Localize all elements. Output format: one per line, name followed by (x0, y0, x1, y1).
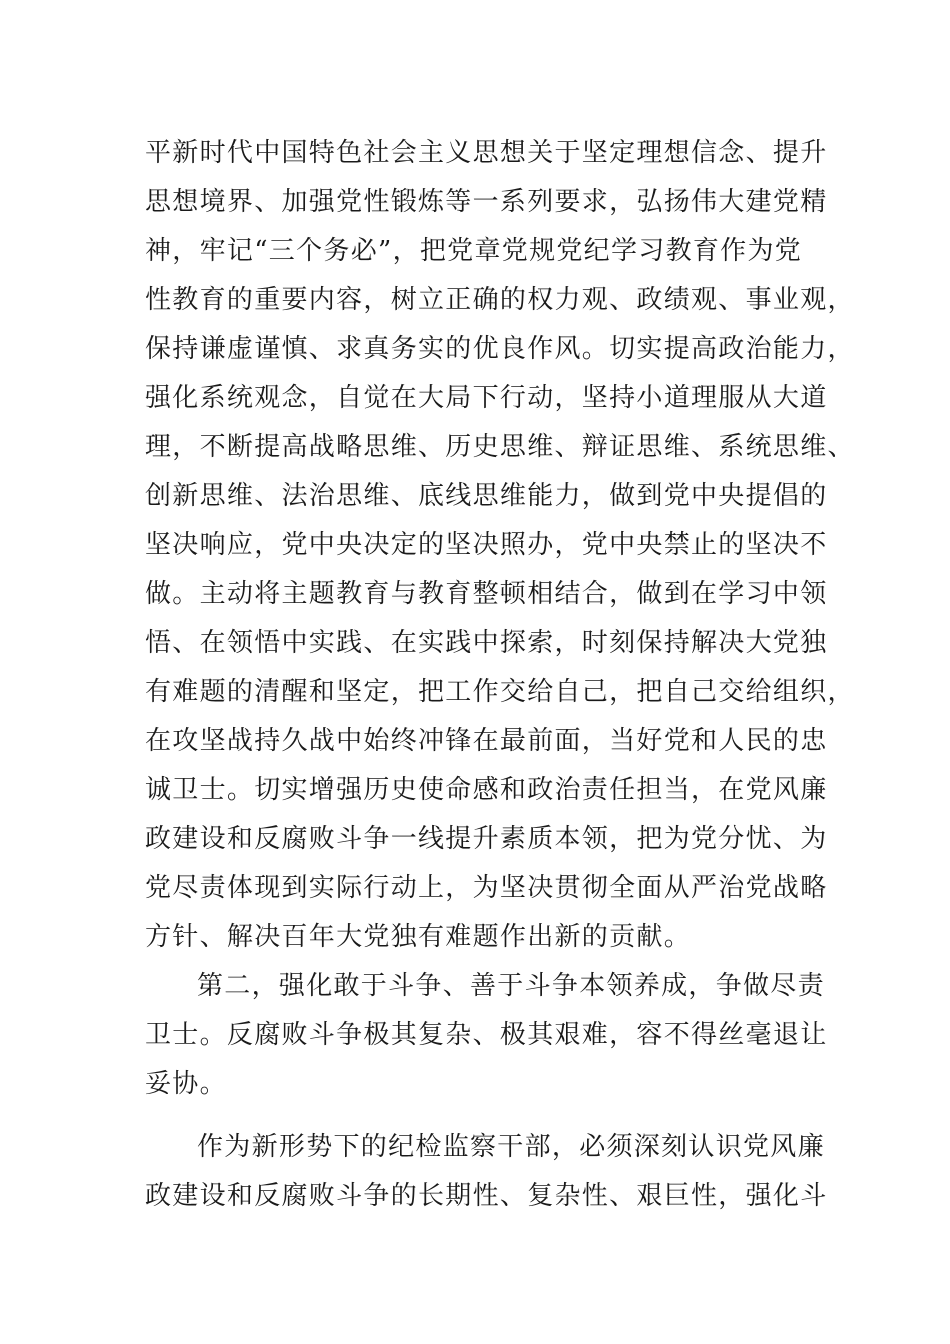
text-line: 平新时代中国特色社会主义思想关于坚定理想信念、提升 (145, 138, 828, 168)
text-line: 做。主动将主题教育与教育整顿相结合，做到在学习中领 (145, 579, 828, 609)
text-line: 卫士。反腐败斗争极其复杂、极其艰难，容不得丝毫退让 (145, 1020, 828, 1050)
text-line: 性教育的重要内容，树立正确的权力观、政绩观、事业观， (145, 285, 855, 315)
text-line: 诚卫士。切实增强历史使命感和政治责任担当，在党风廉 (145, 775, 828, 805)
text-line: 强化系统观念，自觉在大局下行动，坚持小道理服从大道 (145, 383, 828, 413)
text-line: 保持谦虚谨慎、求真务实的优良作风。切实提高政治能力， (145, 334, 855, 364)
text-line: 政建设和反腐败斗争的长期性、复杂性、艰巨性，强化斗 (145, 1181, 828, 1211)
text-line: 党尽责体现到实际行动上，为坚决贯彻全面从严治党战略 (145, 873, 828, 903)
text-line: 神，牢记“三个务必”，把党章党规党纪学习教育作为党 (145, 236, 803, 266)
text-line: 坚决响应，党中央决定的坚决照办，党中央禁止的坚决不 (145, 530, 828, 560)
text-line: 悟、在领悟中实践、在实践中探索，时刻保持解决大党独 (145, 628, 828, 658)
text-line: 政建设和反腐败斗争一线提升素质本领，把为党分忧、为 (145, 824, 828, 854)
text-line: 妥协。 (145, 1069, 227, 1099)
text-line: 有难题的清醒和坚定，把工作交给自己，把自己交给组织， (145, 677, 855, 707)
text-line: 作为新形势下的纪检监察干部，必须深刻认识党风廉 (197, 1132, 825, 1162)
text-line: 方针、解决百年大党独有难题作出新的贡献。 (145, 922, 692, 952)
text-line: 理，不断提高战略思维、历史思维、辩证思维、系统思维、 (145, 432, 855, 462)
text-line: 思想境界、加强党性锻炼等一系列要求，弘扬伟大建党精 (145, 187, 828, 217)
text-line: 第二，强化敢于斗争、善于斗争本领养成，争做尽责 (197, 971, 825, 1001)
text-line: 在攻坚战持久战中始终冲锋在最前面，当好党和人民的忠 (145, 726, 828, 756)
text-line: 创新思维、法治思维、底线思维能力，做到党中央提倡的 (145, 481, 828, 511)
